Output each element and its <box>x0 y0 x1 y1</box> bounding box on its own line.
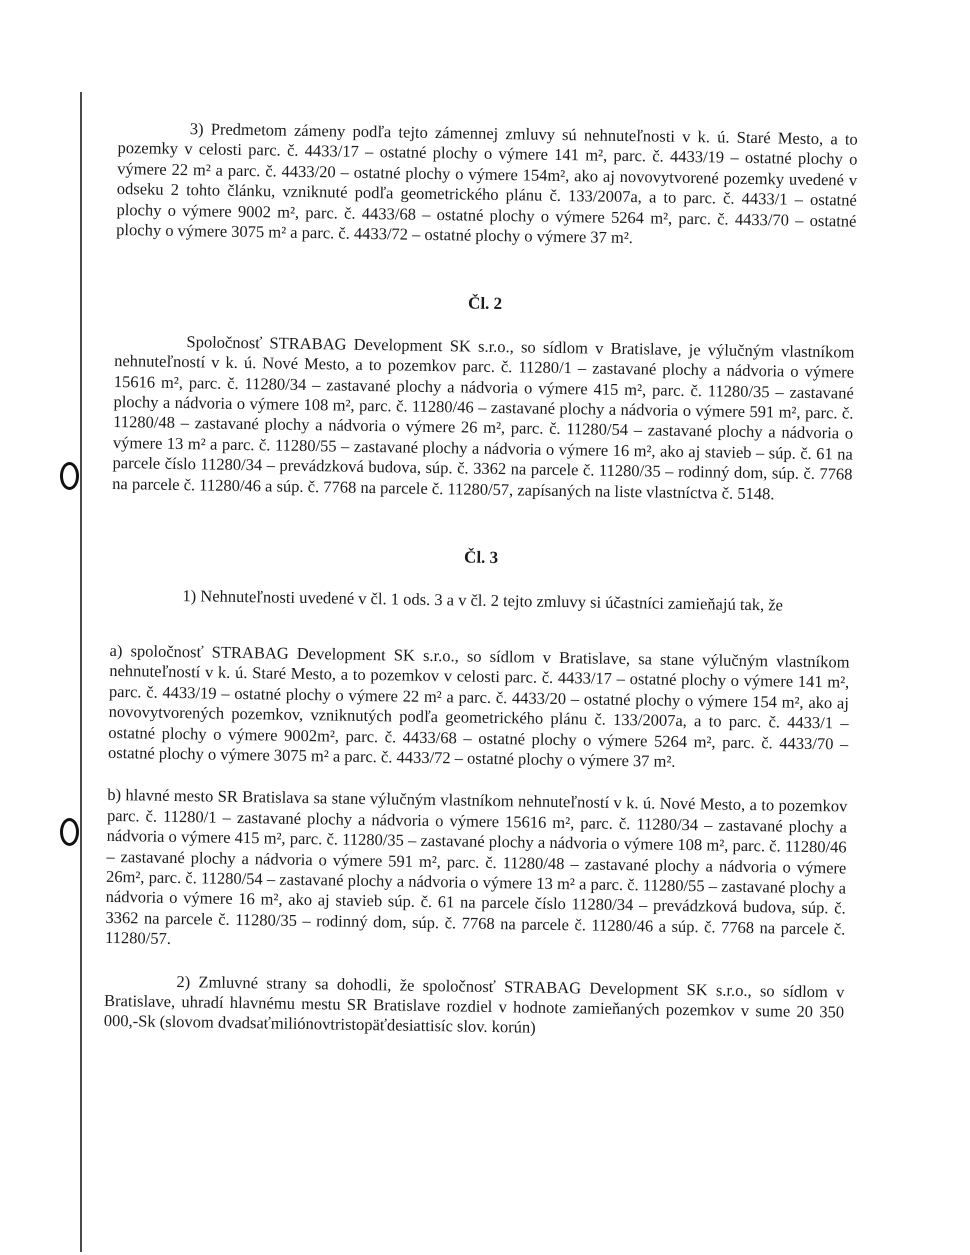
paragraph-article3-section1: 1) Nehnuteľnosti uvedené v čl. 1 ods. 3 a v čl. 2 tejto zmluvy si účastníci zamieňajú tak, že <box>182 585 784 615</box>
document-body <box>104 118 858 1043</box>
paragraph-article3-item-b: b) hlavné mesto SR Bratislava sa stane výlučným vlastníkom nehnuteľností v k. ú. Nové Mesto, a to pozemkov parc. č. 11280/1 – zastavané plochy a nádvoria o výmere 15616 m², parc. č. 11280/34 – zastavané plochy a nádvoria o výmere 415 m², parc. č. 11280/35 – zastavané plochy a nádvoria o výmere 108 m², parc. č. 11280/46 – zastavané plochy a nádvoria o výmere 591 m², parc. č. 11280/48 – zastavané plochy a nádvoria o výmere 26m², parc. č. 11280/54 – zastavané plochy a nádvoria o výmere 13 m² a parc. č. 11280/55 – zastavané plochy a nádvoria o výmere 16 m², ako aj stavieb súp. č. 61 na parcele číslo 11280/34 – prevádzková budova, súp. č. 3362 na parcele č. 11280/35 – rodinný dom, súp. č. 7768 na parcele č. 11280/46 a súp. č. 7768 na parcele č. 11280/57. <box>104 785 848 949</box>
paragraph-article1-section3: 3) Predmetom zámeny podľa tejto zámennej zmluvy sú nehnuteľnosti v k. ú. Staré Mesto, a to pozemky v celosti parc. č. 4433/17 – ostatné plochy o výmere 141 m², parc. č. 4433/19 – ostatné plochy o výmere 22 m² a parc. č. 4433/20 – ostatné plochy o výmere 154m², ako aj novovytvorené pozemky uvedené v odseku 2 tohto článku, vzniknuté podľa geometrického plánu č. 133/2007a, a to parc. č. 4433/1 – ostatné plochy o výmere 9002 m², parc. č. 4433/68 – ostatné plochy o výmere 5264 m², parc. č. 4433/70 – ostatné plochy o výmere 3075 m² a parc. č. 4433/72 – ostatné plochy o výmere 37 m². <box>116 119 858 248</box>
paragraph-article3-section2: 2) Zmluvné strany sa dohodli, že spoločnosť STRABAG Development SK s.r.o., so sídlom v Bratislave, uhradí hlavnému mestu SR Bratislave rozdiel v hodnote zamieňaných pozemkov v sume 20 350 000,-Sk (slovom dvadsaťmiliónovtristopäťdesiattisíc slov. korún) <box>103 971 845 1038</box>
heading-article-3: Čl. 3 <box>463 547 499 568</box>
binder-hole-icon <box>60 818 79 846</box>
heading-article-2: Čl. 2 <box>467 293 503 314</box>
paragraph-article-2: Spoločnosť STRABAG Development SK s.r.o., so sídlom v Bratislave, je výlučným vlastníkom nehnuteľností v k. ú. Nové Mesto, a to pozemkov parc. č. 11280/1 – zastavané plochy a nádvoria o výmere 15616 m², parc. č. 11280/34 – zastavané plochy a nádvoria o výmere 415 m², parc. č. 11280/35 – zastavané plochy a nádvoria o výmere 108 m², parc. č. 11280/46 – zastavané plochy a nádvoria o výmere 591 m², parc. č. 11280/48 – zastavané plochy a nádvoria o výmere 26 m², parc. č. 11280/54 – zastavané plochy a nádvoria o výmere 13 m² a parc. č. 11280/55 – zastavané plochy a nádvoria o výmere 16 m², ako aj stavieb – súp. č. 61 na parcele číslo 11280/34 – prevádzková budova, súp. č. 3362 na parcele č. 11280/35 – rodinný dom, súp. č. 7768 na parcele č. 11280/46 a súp. č. 7768 na parcele č. 11280/57, zapísaných na liste vlastníctva č. 5148. <box>112 331 855 504</box>
binder-hole-icon <box>60 462 79 490</box>
left-margin-line <box>80 92 82 1252</box>
paragraph-article3-item-a: a) spoločnosť STRABAG Development SK s.r.o., so sídlom v Bratislave, sa stane výlučným vlastníkom nehnuteľností v k. ú. Staré Mesto, a to pozemkov v celosti parc. č. 4433/17 – ostatné plochy o výmere 141 m², parc. č. 4433/19 – ostatné plochy o výmere 22 m² a parc. č. 4433/20 – ostatné plochy o výmere 154 m², ako aj novovytvorených pozemkov, vzniknutých podľa geometrického plánu č. 133/2007a, a to parc. č. 4433/1 – ostatné plochy o výmere 9002m², parc. č. 4433/68 – ostatné plochy o výmere 5264 m², parc. č. 4433/70 – ostatné plochy o výmere 3075 m² a parc. č. 4433/72 – ostatné plochy o výmere 37 m². <box>107 640 850 771</box>
